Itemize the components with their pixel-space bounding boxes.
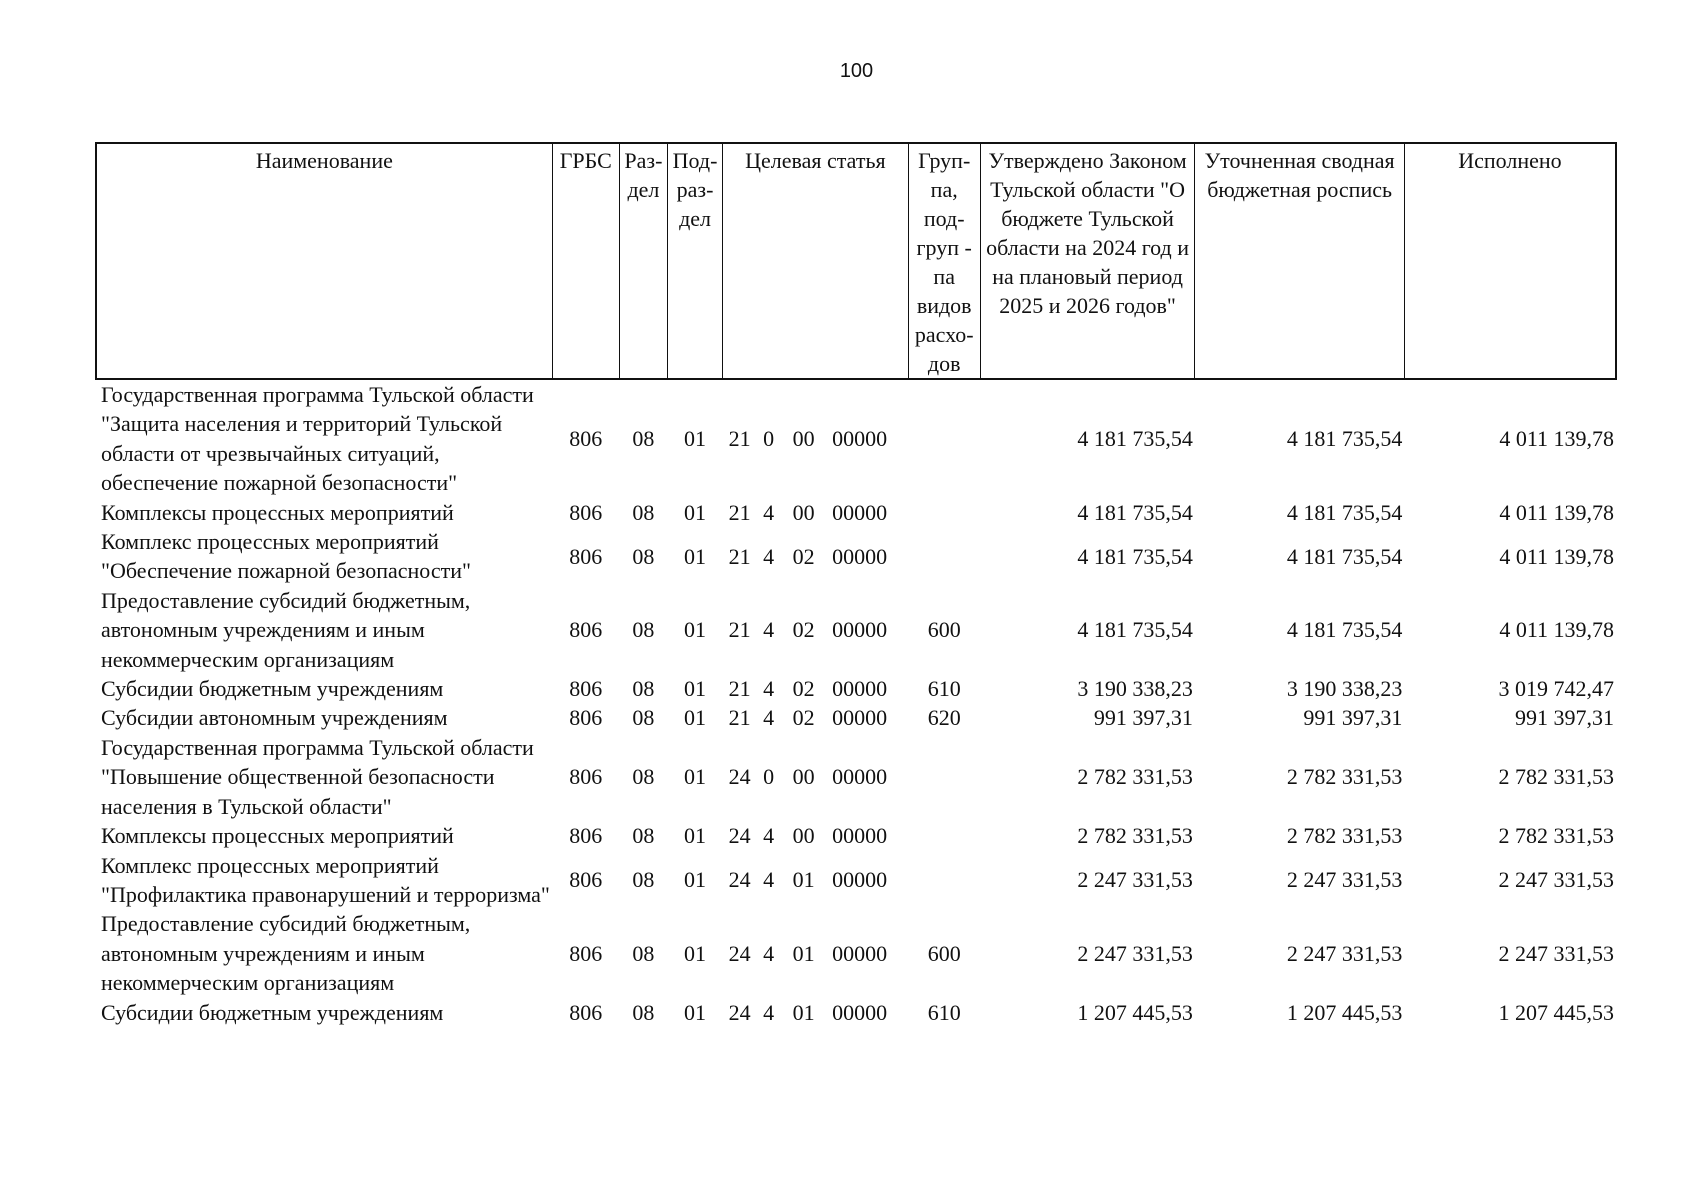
target-code-part: 00000 [832,999,888,1025]
header-name [96,143,552,379]
header-refined-label: Уточненная сводная бюджетная роспись [1204,148,1395,202]
table-row [96,733,1616,821]
cell-target [723,498,908,527]
table-row [96,527,1616,586]
cell-name: Комплекс процессных мероприятий "Обеспечение пожарной безопасности" [101,529,471,584]
target-code-part: 00000 [832,867,888,893]
cell-name: Комплексы процессных мероприятий [101,823,454,849]
cell-executed: 2 247 331,53 [1498,940,1614,966]
target-code-part: 00 [792,499,815,525]
cell-target [723,998,908,1027]
target-code-part: 01 [792,867,815,893]
cell-vr: 610 [927,676,961,702]
cell-target [723,527,908,586]
cell-vr: 600 [927,940,961,966]
cell-name: Предоставление субсидий бюджетным, автономным учреждениям и иным некоммерческим организациям [101,587,471,672]
cell-executed: 2 782 331,53 [1498,764,1614,790]
cell-vr [908,498,980,527]
cell-refined: 2 247 331,53 [1286,867,1403,893]
target-code-part: 4 [763,867,775,893]
table-header [96,143,1616,379]
header-refined [1195,143,1405,379]
target-code-part: 4 [763,543,775,569]
cell-vr: 610 [927,999,961,1025]
header-grbs [552,143,619,379]
cell-approved: 4 181 735,54 [1077,543,1193,569]
table-body [96,379,1616,1027]
cell-pr: 01 [684,764,707,790]
target-code [723,821,908,850]
cell-executed: 4 011 139,78 [1499,499,1614,525]
target-code-part: 01 [792,940,815,966]
table-row [96,821,1616,850]
target-code [723,865,908,894]
cell-name: Комплексы процессных мероприятий [101,499,454,525]
target-code-part: 00000 [832,617,888,643]
header-group [908,143,980,379]
cell-name: Субсидии автономным учреждениям [101,705,448,731]
cell-approved: 2 247 331,53 [1077,867,1193,893]
cell-vr: 600 [927,617,961,643]
target-code-part: 02 [792,705,815,731]
cell-refined: 1 207 445,53 [1286,999,1403,1025]
cell-target [723,586,908,674]
table-row [96,498,1616,527]
header-podrazdel-label: Под-раз-дел [672,148,718,231]
budget-table [95,142,1617,1027]
cell-pr: 01 [684,705,707,731]
cell-grbs: 806 [569,764,603,790]
cell-refined: 4 181 735,54 [1286,543,1403,569]
cell-refined: 4 181 735,54 [1286,499,1403,525]
target-code [723,762,908,791]
header-approved [980,143,1195,379]
table-row [96,851,1616,910]
header-razdel-label: Раз-дел [624,148,663,202]
target-code-part: 01 [792,999,815,1025]
cell-grbs: 806 [569,823,603,849]
header-executed-label: Исполнено [1458,148,1562,173]
cell-grbs: 806 [569,867,603,893]
header-approved-label: Утверждено Законом Тульской области "О бюджете Тульской области на 2024 год и на плановый период 2025 и 2026 годов" [986,148,1190,318]
cell-pr: 01 [684,823,707,849]
cell-refined: 2 782 331,53 [1286,764,1403,790]
target-code-part: 00000 [832,823,888,849]
cell-grbs: 806 [569,999,603,1025]
header-razdel [619,143,667,379]
target-code [723,542,908,571]
target-code [723,615,908,644]
cell-approved: 3 190 338,23 [1077,676,1193,702]
cell-rz: 08 [632,617,655,643]
cell-target [723,821,908,850]
target-code-part: 24 [728,764,751,790]
target-code-part: 00000 [832,499,888,525]
target-code-part: 24 [728,867,751,893]
table-row [96,586,1616,674]
target-code-part: 4 [763,999,775,1025]
header-name-label: Наименование [255,148,393,173]
target-code-part: 00000 [832,426,888,452]
target-code-part: 0 [763,426,775,452]
target-code-part: 00 [792,764,815,790]
table-row [96,909,1616,997]
cell-pr: 01 [684,426,707,452]
target-code-part: 4 [763,499,775,525]
cell-vr [908,851,980,910]
cell-vr [908,733,980,821]
cell-approved: 4 181 735,54 [1077,426,1193,452]
target-code-part: 00 [792,426,815,452]
cell-executed: 4 011 139,78 [1499,426,1614,452]
cell-grbs: 806 [569,426,603,452]
target-code [723,498,908,527]
cell-approved: 991 397,31 [1093,705,1193,731]
cell-executed: 2 782 331,53 [1498,823,1614,849]
cell-refined: 4 181 735,54 [1286,617,1403,643]
target-code-part: 4 [763,823,775,849]
target-code [723,674,908,703]
cell-vr: 620 [927,705,961,731]
target-code-part: 00000 [832,764,888,790]
target-code [723,998,908,1027]
table-row [96,674,1616,703]
cell-refined: 2 247 331,53 [1286,940,1403,966]
cell-name: Государственная программа Тульской области "Повышение общественной безопасности населения в Тульской области" [101,734,534,819]
table-row [96,703,1616,732]
cell-grbs: 806 [569,705,603,731]
cell-rz: 08 [632,543,655,569]
target-code-part: 21 [728,543,751,569]
cell-name: Государственная программа Тульской области "Защита населения и территорий Тульской области от чрезвычайных ситуаций, обеспечение пожарной безопасности" [101,382,534,496]
cell-executed: 3 019 742,47 [1498,676,1614,702]
target-code-part: 24 [728,999,751,1025]
target-code-part: 21 [728,617,751,643]
cell-approved: 4 181 735,54 [1077,499,1193,525]
cell-executed: 991 397,31 [1515,705,1614,731]
cell-pr: 01 [684,940,707,966]
cell-grbs: 806 [569,676,603,702]
cell-rz: 08 [632,867,655,893]
cell-pr: 01 [684,499,707,525]
target-code [723,424,908,453]
target-code-part: 00000 [832,940,888,966]
cell-pr: 01 [684,543,707,569]
cell-name: Предоставление субсидий бюджетным, автономным учреждениям и иным некоммерческим организациям [101,911,471,996]
target-code-part: 4 [763,940,775,966]
target-code-part: 00000 [832,676,888,702]
cell-executed: 1 207 445,53 [1498,999,1614,1025]
cell-executed: 4 011 139,78 [1499,543,1614,569]
cell-rz: 08 [632,676,655,702]
header-executed [1404,143,1616,379]
target-code-part: 21 [728,676,751,702]
cell-name: Субсидии бюджетным учреждениям [101,999,444,1025]
target-code-part: 00 [792,823,815,849]
cell-approved: 4 181 735,54 [1077,617,1193,643]
target-code-part: 02 [792,676,815,702]
target-code-part: 4 [763,676,775,702]
cell-rz: 08 [632,940,655,966]
cell-refined: 4 181 735,54 [1286,426,1403,452]
cell-refined: 2 782 331,53 [1286,823,1403,849]
target-code-part: 02 [792,617,815,643]
cell-rz: 08 [632,823,655,849]
cell-target [723,379,908,498]
cell-target [723,851,908,910]
cell-target [723,674,908,703]
target-code-part: 4 [763,705,775,731]
cell-target [723,703,908,732]
cell-pr: 01 [684,617,707,643]
target-code [723,703,908,732]
cell-rz: 08 [632,705,655,731]
target-code-part: 24 [728,940,751,966]
cell-target [723,733,908,821]
header-grbs-label: ГРБС [559,148,612,173]
target-code [723,939,908,968]
cell-pr: 01 [684,676,707,702]
target-code-part: 02 [792,543,815,569]
cell-grbs: 806 [569,617,603,643]
header-target [723,143,908,379]
cell-refined: 3 190 338,23 [1286,676,1403,702]
cell-executed: 2 247 331,53 [1498,867,1614,893]
header-podrazdel [667,143,722,379]
cell-vr [908,379,980,498]
cell-approved: 1 207 445,53 [1077,999,1193,1025]
target-code-part: 00000 [832,705,888,731]
table-row [96,379,1616,498]
cell-refined: 991 397,31 [1303,705,1403,731]
cell-approved: 2 782 331,53 [1077,823,1193,849]
target-code-part: 00000 [832,543,888,569]
cell-name: Комплекс процессных мероприятий "Профилактика правонарушений и терроризма" [101,852,550,907]
cell-pr: 01 [684,867,707,893]
cell-rz: 08 [632,764,655,790]
header-target-label: Целевая статья [745,148,886,173]
cell-name: Субсидии бюджетным учреждениям [101,676,444,702]
cell-vr [908,821,980,850]
cell-approved: 2 247 331,53 [1077,940,1193,966]
cell-vr [908,527,980,586]
header-group-label: Груп-па, под-груп - па видов расхо-дов [914,148,974,376]
cell-executed: 4 011 139,78 [1499,617,1614,643]
cell-grbs: 806 [569,543,603,569]
target-code-part: 24 [728,823,751,849]
cell-rz: 08 [632,499,655,525]
cell-approved: 2 782 331,53 [1077,764,1193,790]
cell-target [723,909,908,997]
target-code-part: 4 [763,617,775,643]
cell-grbs: 806 [569,940,603,966]
target-code-part: 21 [728,705,751,731]
cell-grbs: 806 [569,499,603,525]
table-row [96,998,1616,1027]
page-number: 100 [839,60,874,82]
target-code-part: 0 [763,764,775,790]
cell-rz: 08 [632,999,655,1025]
target-code-part: 21 [728,499,751,525]
cell-pr: 01 [684,999,707,1025]
cell-rz: 08 [632,426,655,452]
target-code-part: 21 [728,426,751,452]
